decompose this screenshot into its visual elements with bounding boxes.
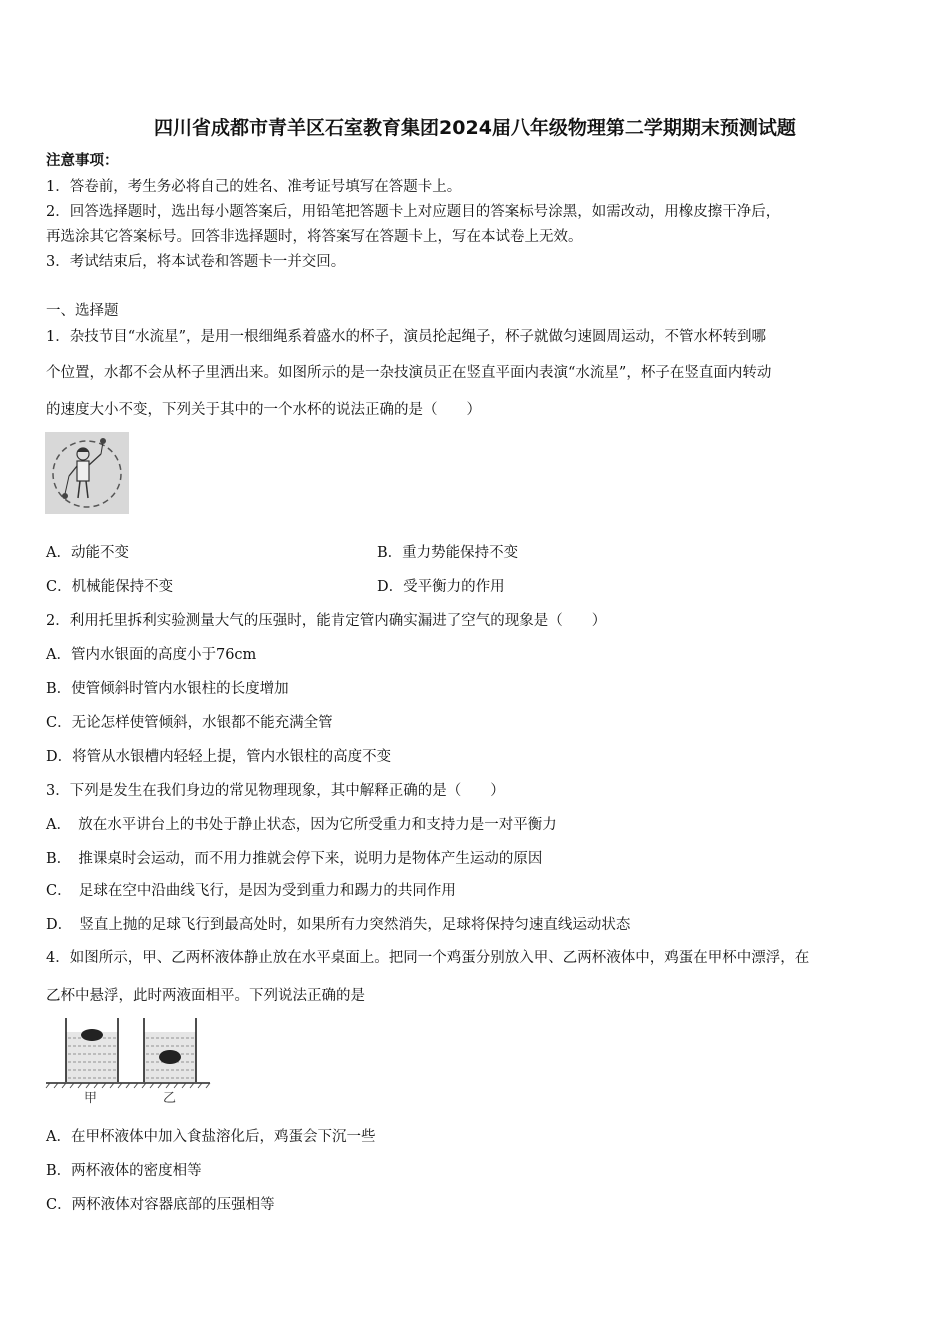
q2-option-c: C．无论怎样使管倾斜，水银都不能充满全管 — [46, 715, 333, 731]
q4-option-c: C．两杯液体对容器底部的压强相等 — [46, 1197, 275, 1213]
q1-option-a: A．动能不变 — [46, 545, 129, 561]
exam-title: 四川省成都市青羊区石室教育集团2024届八年级物理第二学期期末预测试题 — [154, 117, 796, 139]
notice-heading: 注意事项： — [46, 152, 119, 169]
notice-item: 再选涂其它答案标号。回答非选择题时，将答案写在答题卡上，写在本试卷上无效。 — [46, 229, 583, 245]
q4-stem-line: 4．如图所示，甲、乙两杯液体静止放在水平桌面上。把同一个鸡蛋分别放入甲、乙两杯液体中，鸡蛋在甲杯中漂浮，在 — [46, 950, 810, 966]
section-heading: 一、选择题 — [46, 303, 119, 319]
q2-option-b: B．使管倾斜时管内水银柱的长度增加 — [46, 681, 289, 697]
q4-stem-line: 乙杯中悬浮，此时两液面相平。下列说法正确的是 — [46, 988, 365, 1004]
q3-option-a: A． 放在水平讲台上的书处于静止状态，因为它所受重力和支持力是一对平衡力 — [46, 817, 557, 833]
q3-option-b: B． 推课桌时会运动，而不用力推就会停下来，说明力是物体产生运动的原因 — [46, 851, 543, 867]
q3-option-d: D． 竖直上抛的足球飞行到最高处时，如果所有力突然消失，足球将保持匀速直线运动状态 — [46, 917, 631, 933]
notice-item: 2．回答选择题时，选出每小题答案后，用铅笔把答题卡上对应题目的答案标号涂黑，如需改动，用橡皮擦干净后， — [46, 204, 781, 220]
two-cups-figure — [44, 1016, 212, 1106]
water-meteor-figure — [45, 432, 129, 514]
q1-stem-line: 个位置，水都不会从杯子里洒出来。如图所示的是一杂技演员正在竖直平面内表演“水流星”，杯子在竖直面内转动 — [46, 365, 772, 381]
q3-stem: 3．下列是发生在我们身边的常见物理现象，其中解释正确的是（ ） — [46, 783, 505, 799]
q4-option-b: B．两杯液体的密度相等 — [46, 1163, 202, 1179]
q4-option-a: A．在甲杯液体中加入食盐溶化后，鸡蛋会下沉一些 — [46, 1129, 376, 1145]
q2-option-a: A．管内水银面的高度小于76cm — [46, 647, 257, 663]
q1-option-c: C．机械能保持不变 — [46, 579, 174, 595]
q1-option-d: D．受平衡力的作用 — [377, 579, 505, 595]
q2-stem: 2．利用托里拆利实验测量大气的压强时，能肯定管内确实漏进了空气的现象是（ ） — [46, 613, 607, 629]
cup-label-yi: 乙 — [163, 1091, 177, 1106]
q1-stem-line: 1．杂技节目“水流星”，是用一根细绳系着盛水的杯子，演员抡起绳子，杯子就做匀速圆周运动，不管水杯转到哪 — [46, 329, 767, 345]
q3-option-c: C． 足球在空中沿曲线飞行，是因为受到重力和踢力的共同作用 — [46, 883, 456, 899]
cup-label-jia: 甲 — [84, 1091, 98, 1106]
notice-item: 1．答卷前，考生务必将自己的姓名、准考证号填写在答题卡上。 — [46, 179, 462, 195]
notice-item: 3．考试结束后，将本试卷和答题卡一并交回。 — [46, 254, 346, 270]
q1-stem-line: 的速度大小不变，下列关于其中的一个水杯的说法正确的是（ ） — [46, 402, 481, 418]
q2-option-d: D．将管从水银槽内轻轻上提，管内水银柱的高度不变 — [46, 749, 392, 765]
q1-option-b: B．重力势能保持不变 — [377, 545, 519, 561]
